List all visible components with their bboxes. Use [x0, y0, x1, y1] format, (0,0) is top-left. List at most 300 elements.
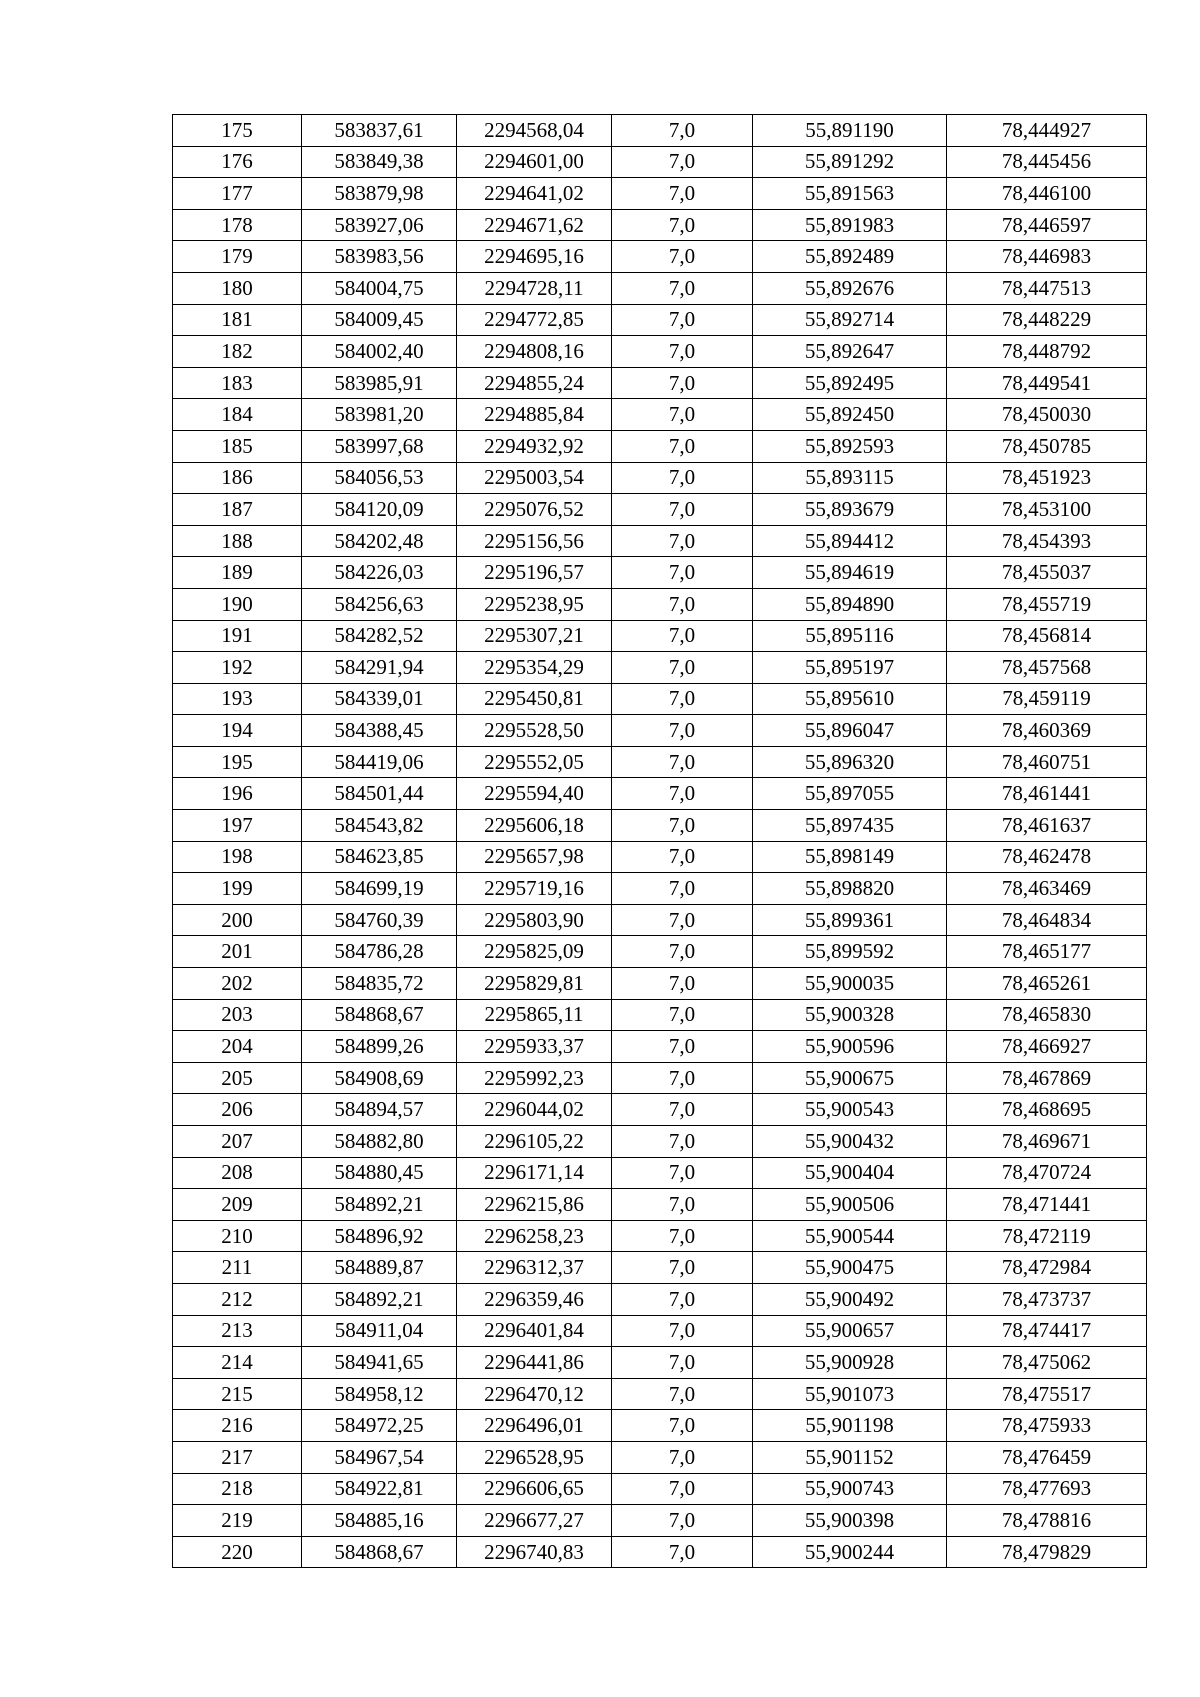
table-row	[173, 1189, 1147, 1221]
y-coordinate-cell: 2296215,86	[457, 1189, 612, 1221]
table-row	[173, 841, 1147, 873]
y-coordinate-cell: 2296171,14	[457, 1157, 612, 1189]
x-coordinate-cell: 584972,25	[302, 1410, 457, 1442]
latitude-cell: 55,898820	[753, 873, 947, 905]
latitude-cell: 55,901152	[753, 1441, 947, 1473]
table-row	[173, 810, 1147, 842]
point-number-cell: 188	[173, 525, 302, 557]
x-coordinate-cell: 584339,01	[302, 683, 457, 715]
value-cell: 7,0	[612, 494, 753, 526]
y-coordinate-cell: 2296528,95	[457, 1441, 612, 1473]
y-coordinate-cell: 2296441,86	[457, 1347, 612, 1379]
y-coordinate-cell: 2295865,11	[457, 999, 612, 1031]
x-coordinate-cell: 584835,72	[302, 968, 457, 1000]
longitude-cell: 78,447513	[947, 272, 1147, 304]
latitude-cell: 55,899592	[753, 936, 947, 968]
point-number-cell: 178	[173, 209, 302, 241]
table-row	[173, 715, 1147, 747]
longitude-cell: 78,450785	[947, 430, 1147, 462]
longitude-cell: 78,459119	[947, 683, 1147, 715]
value-cell: 7,0	[612, 1473, 753, 1505]
longitude-cell: 78,461441	[947, 778, 1147, 810]
y-coordinate-cell: 2294932,92	[457, 430, 612, 462]
value-cell: 7,0	[612, 1062, 753, 1094]
longitude-cell: 78,475517	[947, 1378, 1147, 1410]
x-coordinate-cell: 584002,40	[302, 336, 457, 368]
value-cell: 7,0	[612, 1126, 753, 1158]
longitude-cell: 78,467869	[947, 1062, 1147, 1094]
value-cell: 7,0	[612, 1410, 753, 1442]
longitude-cell: 78,468695	[947, 1094, 1147, 1126]
x-coordinate-cell: 583849,38	[302, 146, 457, 178]
table-row	[173, 1473, 1147, 1505]
y-coordinate-cell: 2295606,18	[457, 810, 612, 842]
table-row	[173, 652, 1147, 684]
table-row	[173, 1094, 1147, 1126]
x-coordinate-cell: 584908,69	[302, 1062, 457, 1094]
y-coordinate-cell: 2294772,85	[457, 304, 612, 336]
latitude-cell: 55,901073	[753, 1378, 947, 1410]
x-coordinate-cell: 584868,67	[302, 999, 457, 1031]
y-coordinate-cell: 2296677,27	[457, 1505, 612, 1537]
value-cell: 7,0	[612, 1094, 753, 1126]
x-coordinate-cell: 584226,03	[302, 557, 457, 589]
table-row	[173, 525, 1147, 557]
latitude-cell: 55,900244	[753, 1536, 947, 1568]
y-coordinate-cell: 2295657,98	[457, 841, 612, 873]
x-coordinate-cell: 584892,21	[302, 1283, 457, 1315]
point-number-cell: 209	[173, 1189, 302, 1221]
x-coordinate-cell: 584623,85	[302, 841, 457, 873]
y-coordinate-cell: 2294568,04	[457, 115, 612, 147]
table-row	[173, 1031, 1147, 1063]
value-cell: 7,0	[612, 1252, 753, 1284]
table-row	[173, 557, 1147, 589]
x-coordinate-cell: 584880,45	[302, 1157, 457, 1189]
longitude-cell: 78,479829	[947, 1536, 1147, 1568]
latitude-cell: 55,891190	[753, 115, 947, 147]
longitude-cell: 78,444927	[947, 115, 1147, 147]
y-coordinate-cell: 2294671,62	[457, 209, 612, 241]
x-coordinate-cell: 584202,48	[302, 525, 457, 557]
y-coordinate-cell: 2294808,16	[457, 336, 612, 368]
point-number-cell: 182	[173, 336, 302, 368]
table-row	[173, 1157, 1147, 1189]
table-row	[173, 336, 1147, 368]
table-row	[173, 399, 1147, 431]
value-cell: 7,0	[612, 399, 753, 431]
latitude-cell: 55,900743	[753, 1473, 947, 1505]
table-row	[173, 620, 1147, 652]
value-cell: 7,0	[612, 272, 753, 304]
y-coordinate-cell: 2296105,22	[457, 1126, 612, 1158]
table-row	[173, 115, 1147, 147]
point-number-cell: 217	[173, 1441, 302, 1473]
y-coordinate-cell: 2295552,05	[457, 746, 612, 778]
y-coordinate-cell: 2295238,95	[457, 588, 612, 620]
y-coordinate-cell: 2296044,02	[457, 1094, 612, 1126]
latitude-cell: 55,900328	[753, 999, 947, 1031]
point-number-cell: 197	[173, 810, 302, 842]
latitude-cell: 55,892676	[753, 272, 947, 304]
x-coordinate-cell: 584868,67	[302, 1536, 457, 1568]
longitude-cell: 78,465177	[947, 936, 1147, 968]
point-number-cell: 189	[173, 557, 302, 589]
y-coordinate-cell: 2296359,46	[457, 1283, 612, 1315]
latitude-cell: 55,898149	[753, 841, 947, 873]
latitude-cell: 55,897055	[753, 778, 947, 810]
point-number-cell: 205	[173, 1062, 302, 1094]
longitude-cell: 78,451923	[947, 462, 1147, 494]
x-coordinate-cell: 583983,56	[302, 241, 457, 273]
x-coordinate-cell: 584004,75	[302, 272, 457, 304]
y-coordinate-cell: 2294601,00	[457, 146, 612, 178]
y-coordinate-cell: 2295719,16	[457, 873, 612, 905]
x-coordinate-cell: 584056,53	[302, 462, 457, 494]
table-row	[173, 1220, 1147, 1252]
x-coordinate-cell: 583997,68	[302, 430, 457, 462]
point-number-cell: 181	[173, 304, 302, 336]
longitude-cell: 78,474417	[947, 1315, 1147, 1347]
latitude-cell: 55,894412	[753, 525, 947, 557]
table-row	[173, 494, 1147, 526]
latitude-cell: 55,900404	[753, 1157, 947, 1189]
longitude-cell: 78,471441	[947, 1189, 1147, 1221]
point-number-cell: 207	[173, 1126, 302, 1158]
value-cell: 7,0	[612, 936, 753, 968]
value-cell: 7,0	[612, 1347, 753, 1379]
latitude-cell: 55,897435	[753, 810, 947, 842]
x-coordinate-cell: 584543,82	[302, 810, 457, 842]
point-number-cell: 183	[173, 367, 302, 399]
value-cell: 7,0	[612, 620, 753, 652]
y-coordinate-cell: 2295196,57	[457, 557, 612, 589]
table-row	[173, 968, 1147, 1000]
table-row	[173, 873, 1147, 905]
point-number-cell: 194	[173, 715, 302, 747]
latitude-cell: 55,900657	[753, 1315, 947, 1347]
latitude-cell: 55,895116	[753, 620, 947, 652]
latitude-cell: 55,892489	[753, 241, 947, 273]
table-row	[173, 746, 1147, 778]
table-row	[173, 1378, 1147, 1410]
latitude-cell: 55,900492	[753, 1283, 947, 1315]
latitude-cell: 55,892647	[753, 336, 947, 368]
value-cell: 7,0	[612, 115, 753, 147]
value-cell: 7,0	[612, 525, 753, 557]
table-row	[173, 1283, 1147, 1315]
table-row	[173, 1062, 1147, 1094]
longitude-cell: 78,445456	[947, 146, 1147, 178]
value-cell: 7,0	[612, 178, 753, 210]
point-number-cell: 215	[173, 1378, 302, 1410]
x-coordinate-cell: 584892,21	[302, 1189, 457, 1221]
x-coordinate-cell: 584958,12	[302, 1378, 457, 1410]
y-coordinate-cell: 2296258,23	[457, 1220, 612, 1252]
x-coordinate-cell: 584699,19	[302, 873, 457, 905]
longitude-cell: 78,475933	[947, 1410, 1147, 1442]
latitude-cell: 55,899361	[753, 904, 947, 936]
point-number-cell: 206	[173, 1094, 302, 1126]
value-cell: 7,0	[612, 1441, 753, 1473]
x-coordinate-cell: 584941,65	[302, 1347, 457, 1379]
value-cell: 7,0	[612, 1220, 753, 1252]
point-number-cell: 192	[173, 652, 302, 684]
point-number-cell: 195	[173, 746, 302, 778]
longitude-cell: 78,465830	[947, 999, 1147, 1031]
y-coordinate-cell: 2295594,40	[457, 778, 612, 810]
latitude-cell: 55,893679	[753, 494, 947, 526]
point-number-cell: 211	[173, 1252, 302, 1284]
point-number-cell: 185	[173, 430, 302, 462]
value-cell: 7,0	[612, 746, 753, 778]
coordinates-table	[172, 114, 1147, 1568]
latitude-cell: 55,891292	[753, 146, 947, 178]
coordinates-table-body	[173, 115, 1147, 1568]
y-coordinate-cell: 2295307,21	[457, 620, 612, 652]
y-coordinate-cell: 2295076,52	[457, 494, 612, 526]
longitude-cell: 78,457568	[947, 652, 1147, 684]
x-coordinate-cell: 584896,92	[302, 1220, 457, 1252]
value-cell: 7,0	[612, 1031, 753, 1063]
value-cell: 7,0	[612, 999, 753, 1031]
table-row	[173, 241, 1147, 273]
latitude-cell: 55,900035	[753, 968, 947, 1000]
longitude-cell: 78,446100	[947, 178, 1147, 210]
longitude-cell: 78,449541	[947, 367, 1147, 399]
latitude-cell: 55,900398	[753, 1505, 947, 1537]
x-coordinate-cell: 584291,94	[302, 652, 457, 684]
point-number-cell: 214	[173, 1347, 302, 1379]
table-row	[173, 999, 1147, 1031]
table-row	[173, 1347, 1147, 1379]
latitude-cell: 55,893115	[753, 462, 947, 494]
longitude-cell: 78,470724	[947, 1157, 1147, 1189]
latitude-cell: 55,892495	[753, 367, 947, 399]
latitude-cell: 55,900675	[753, 1062, 947, 1094]
longitude-cell: 78,473737	[947, 1283, 1147, 1315]
value-cell: 7,0	[612, 430, 753, 462]
latitude-cell: 55,892450	[753, 399, 947, 431]
table-row	[173, 272, 1147, 304]
x-coordinate-cell: 584882,80	[302, 1126, 457, 1158]
value-cell: 7,0	[612, 1378, 753, 1410]
latitude-cell: 55,894619	[753, 557, 947, 589]
longitude-cell: 78,478816	[947, 1505, 1147, 1537]
latitude-cell: 55,900544	[753, 1220, 947, 1252]
x-coordinate-cell: 584967,54	[302, 1441, 457, 1473]
table-row	[173, 936, 1147, 968]
latitude-cell: 55,896047	[753, 715, 947, 747]
y-coordinate-cell: 2295450,81	[457, 683, 612, 715]
point-number-cell: 219	[173, 1505, 302, 1537]
longitude-cell: 78,456814	[947, 620, 1147, 652]
latitude-cell: 55,900432	[753, 1126, 947, 1158]
y-coordinate-cell: 2294695,16	[457, 241, 612, 273]
value-cell: 7,0	[612, 146, 753, 178]
y-coordinate-cell: 2295156,56	[457, 525, 612, 557]
value-cell: 7,0	[612, 968, 753, 1000]
longitude-cell: 78,465261	[947, 968, 1147, 1000]
longitude-cell: 78,454393	[947, 525, 1147, 557]
value-cell: 7,0	[612, 1505, 753, 1537]
longitude-cell: 78,448229	[947, 304, 1147, 336]
y-coordinate-cell: 2295933,37	[457, 1031, 612, 1063]
point-number-cell: 202	[173, 968, 302, 1000]
point-number-cell: 196	[173, 778, 302, 810]
x-coordinate-cell: 584120,09	[302, 494, 457, 526]
value-cell: 7,0	[612, 367, 753, 399]
longitude-cell: 78,477693	[947, 1473, 1147, 1505]
table-row	[173, 1126, 1147, 1158]
value-cell: 7,0	[612, 778, 753, 810]
point-number-cell: 212	[173, 1283, 302, 1315]
point-number-cell: 175	[173, 115, 302, 147]
x-coordinate-cell: 584256,63	[302, 588, 457, 620]
longitude-cell: 78,466927	[947, 1031, 1147, 1063]
longitude-cell: 78,453100	[947, 494, 1147, 526]
point-number-cell: 208	[173, 1157, 302, 1189]
y-coordinate-cell: 2294728,11	[457, 272, 612, 304]
table-row	[173, 209, 1147, 241]
value-cell: 7,0	[612, 1315, 753, 1347]
value-cell: 7,0	[612, 1536, 753, 1568]
y-coordinate-cell: 2296470,12	[457, 1378, 612, 1410]
x-coordinate-cell: 584009,45	[302, 304, 457, 336]
latitude-cell: 55,895610	[753, 683, 947, 715]
longitude-cell: 78,472119	[947, 1220, 1147, 1252]
x-coordinate-cell: 584388,45	[302, 715, 457, 747]
latitude-cell: 55,900506	[753, 1189, 947, 1221]
latitude-cell: 55,901198	[753, 1410, 947, 1442]
value-cell: 7,0	[612, 336, 753, 368]
longitude-cell: 78,461637	[947, 810, 1147, 842]
value-cell: 7,0	[612, 841, 753, 873]
value-cell: 7,0	[612, 652, 753, 684]
latitude-cell: 55,895197	[753, 652, 947, 684]
value-cell: 7,0	[612, 873, 753, 905]
table-row	[173, 462, 1147, 494]
point-number-cell: 220	[173, 1536, 302, 1568]
point-number-cell: 200	[173, 904, 302, 936]
latitude-cell: 55,900475	[753, 1252, 947, 1284]
y-coordinate-cell: 2296312,37	[457, 1252, 612, 1284]
point-number-cell: 218	[173, 1473, 302, 1505]
value-cell: 7,0	[612, 1189, 753, 1221]
point-number-cell: 191	[173, 620, 302, 652]
value-cell: 7,0	[612, 209, 753, 241]
latitude-cell: 55,892593	[753, 430, 947, 462]
longitude-cell: 78,460751	[947, 746, 1147, 778]
table-row	[173, 1315, 1147, 1347]
value-cell: 7,0	[612, 1283, 753, 1315]
table-row	[173, 683, 1147, 715]
longitude-cell: 78,463469	[947, 873, 1147, 905]
longitude-cell: 78,469671	[947, 1126, 1147, 1158]
x-coordinate-cell: 584894,57	[302, 1094, 457, 1126]
latitude-cell: 55,891983	[753, 209, 947, 241]
x-coordinate-cell: 584911,04	[302, 1315, 457, 1347]
latitude-cell: 55,894890	[753, 588, 947, 620]
table-row	[173, 146, 1147, 178]
point-number-cell: 198	[173, 841, 302, 873]
value-cell: 7,0	[612, 1157, 753, 1189]
longitude-cell: 78,446597	[947, 209, 1147, 241]
table-row	[173, 1536, 1147, 1568]
x-coordinate-cell: 584885,16	[302, 1505, 457, 1537]
longitude-cell: 78,448792	[947, 336, 1147, 368]
y-coordinate-cell: 2295803,90	[457, 904, 612, 936]
y-coordinate-cell: 2294641,02	[457, 178, 612, 210]
point-number-cell: 190	[173, 588, 302, 620]
y-coordinate-cell: 2295829,81	[457, 968, 612, 1000]
table-row	[173, 778, 1147, 810]
point-number-cell: 193	[173, 683, 302, 715]
longitude-cell: 78,446983	[947, 241, 1147, 273]
x-coordinate-cell: 583927,06	[302, 209, 457, 241]
x-coordinate-cell: 584786,28	[302, 936, 457, 968]
table-row	[173, 588, 1147, 620]
value-cell: 7,0	[612, 810, 753, 842]
table-row	[173, 178, 1147, 210]
value-cell: 7,0	[612, 904, 753, 936]
point-number-cell: 187	[173, 494, 302, 526]
longitude-cell: 78,464834	[947, 904, 1147, 936]
value-cell: 7,0	[612, 304, 753, 336]
point-number-cell: 216	[173, 1410, 302, 1442]
table-row	[173, 1410, 1147, 1442]
value-cell: 7,0	[612, 557, 753, 589]
x-coordinate-cell: 583981,20	[302, 399, 457, 431]
latitude-cell: 55,896320	[753, 746, 947, 778]
value-cell: 7,0	[612, 683, 753, 715]
longitude-cell: 78,475062	[947, 1347, 1147, 1379]
y-coordinate-cell: 2296606,65	[457, 1473, 612, 1505]
table-row	[173, 1505, 1147, 1537]
longitude-cell: 78,462478	[947, 841, 1147, 873]
point-number-cell: 186	[173, 462, 302, 494]
point-number-cell: 210	[173, 1220, 302, 1252]
x-coordinate-cell: 584899,26	[302, 1031, 457, 1063]
longitude-cell: 78,472984	[947, 1252, 1147, 1284]
longitude-cell: 78,476459	[947, 1441, 1147, 1473]
x-coordinate-cell: 583837,61	[302, 115, 457, 147]
table-row	[173, 904, 1147, 936]
point-number-cell: 176	[173, 146, 302, 178]
x-coordinate-cell: 584760,39	[302, 904, 457, 936]
point-number-cell: 201	[173, 936, 302, 968]
y-coordinate-cell: 2296401,84	[457, 1315, 612, 1347]
x-coordinate-cell: 584282,52	[302, 620, 457, 652]
value-cell: 7,0	[612, 241, 753, 273]
latitude-cell: 55,900928	[753, 1347, 947, 1379]
latitude-cell: 55,891563	[753, 178, 947, 210]
table-row	[173, 1441, 1147, 1473]
y-coordinate-cell: 2294855,24	[457, 367, 612, 399]
y-coordinate-cell: 2295354,29	[457, 652, 612, 684]
x-coordinate-cell: 584501,44	[302, 778, 457, 810]
x-coordinate-cell: 584419,06	[302, 746, 457, 778]
value-cell: 7,0	[612, 588, 753, 620]
table-row	[173, 1252, 1147, 1284]
point-number-cell: 177	[173, 178, 302, 210]
table-row	[173, 430, 1147, 462]
x-coordinate-cell: 584889,87	[302, 1252, 457, 1284]
y-coordinate-cell: 2295003,54	[457, 462, 612, 494]
latitude-cell: 55,900596	[753, 1031, 947, 1063]
table-row	[173, 367, 1147, 399]
point-number-cell: 204	[173, 1031, 302, 1063]
